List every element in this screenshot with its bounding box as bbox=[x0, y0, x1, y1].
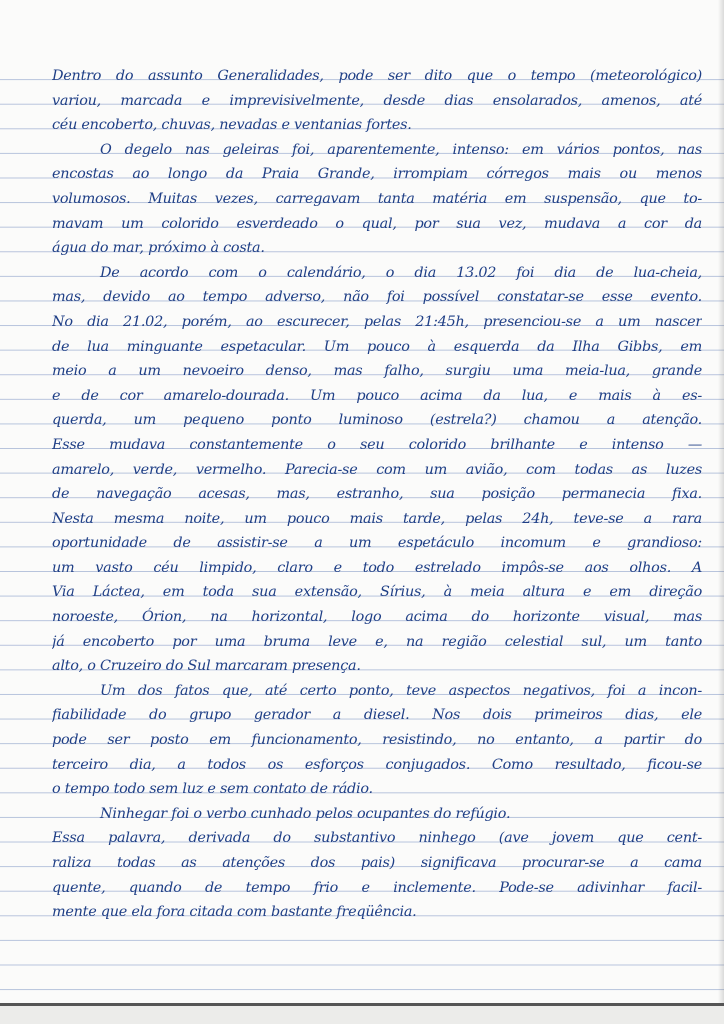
page-edge-shadow bbox=[718, 0, 724, 1004]
text-line: encostas ao longo da Praia Grande, irrompiam córregos mais ou menos bbox=[52, 166, 702, 183]
text-line: variou, marcada e imprevisivelmente, desde dias ensolarados, amenos, até bbox=[52, 92, 702, 109]
text-line: Via Láctea, em toda sua extensão, Sírius, à meia altura e em direção bbox=[52, 584, 702, 601]
scan-background bbox=[0, 1006, 724, 1024]
text-line: céu encoberto, chuvas, nevadas e ventanias fortes. bbox=[52, 117, 412, 134]
text-line: mente que ela fora citada com bastante freqüência. bbox=[52, 904, 417, 921]
text-line: raliza todas as atenções dos pais) significava procurar-se a cama bbox=[52, 855, 702, 871]
text-line: Dentro do assunto Generalidades, pode ser dito que o tempo (meteorológico) bbox=[52, 68, 702, 84]
text-line: oportunidade de assistir-se a um espetáculo incomum e grandioso: bbox=[52, 535, 702, 552]
text-line: Um dos fatos que, até certo ponto, teve aspectos negativos, foi a incon- bbox=[100, 682, 702, 699]
text-line: No dia 21.02, porém, ao escurecer, pelas 21:45h, presenciou-se a um nascer bbox=[52, 313, 702, 330]
text-line: de lua minguante espetacular. Um pouco à esquerda da Ilha Gibbs, em bbox=[52, 338, 702, 355]
text-line: Ninhegar foi o verbo cunhado pelos ocupantes do refúgio. bbox=[100, 805, 511, 822]
text-line: noroeste, Órion, na horizontal, logo acima do horizonte visual, mas bbox=[52, 609, 702, 626]
text-line: e de cor amarelo-dourada. Um pouco acima da lua, e mais à es- bbox=[52, 387, 702, 404]
text-line: amarelo, verde, vermelho. Parecia-se com um avião, com todas as luzes bbox=[52, 461, 702, 478]
handwritten-text bbox=[52, 64, 702, 925]
text-line: alto, o Cruzeiro do Sul marcaram presença. bbox=[52, 658, 361, 675]
text-line: querda, um pequeno ponto luminoso (estrela?) chamou a atenção. bbox=[52, 412, 702, 429]
text-line: de navegação acesas, mas, estranho, sua posição permanecia fixa. bbox=[52, 486, 702, 503]
text-line: mavam um colorido esverdeado o qual, por sua vez, mudava a cor da bbox=[52, 215, 702, 232]
text-line: Nesta mesma noite, um pouco mais tarde, pelas 24h, teve-se a rara bbox=[52, 510, 702, 527]
text-line: meio a um nevoeiro denso, mas falho, surgiu uma meia-lua, grande bbox=[52, 363, 702, 380]
text-line: quente, quando de tempo frio e inclemente. Pode-se adivinhar facil- bbox=[52, 879, 702, 896]
text-line: mas, devido ao tempo adverso, não foi possível constatar-se esse evento. bbox=[52, 289, 702, 306]
text-line: terceiro dia, a todos os esforços conjugados. Como resultado, ficou-se bbox=[52, 756, 702, 773]
text-line: volumosos. Muitas vezes, carregavam tanta matéria em suspensão, que to- bbox=[52, 190, 702, 207]
text-line: O degelo nas geleiras foi, aparentemente, intenso: em vários pontos, nas bbox=[100, 141, 702, 158]
text-line: pode ser posto em funcionamento, resistindo, no entanto, a partir do bbox=[52, 732, 702, 749]
text-line: Essa palavra, derivada do substantivo ninhego (ave jovem que cent- bbox=[52, 830, 702, 847]
text-line: água do mar, próximo à costa. bbox=[52, 240, 265, 257]
text-line: Esse mudava constantemente o seu colorido brilhante e intenso — bbox=[52, 436, 702, 453]
text-line: um vasto céu limpido, claro e todo estrelado impôs-se aos olhos. A bbox=[52, 559, 702, 576]
text-line: De acordo com o calendário, o dia 13.02 foi dia de lua-cheia, bbox=[100, 264, 702, 281]
text-line: já encoberto por uma bruma leve e, na região celestial sul, um tanto bbox=[52, 633, 702, 650]
text-line: fiabilidade do grupo gerador a diesel. Nos dois primeiros dias, ele bbox=[52, 707, 702, 724]
text-line: o tempo todo sem luz e sem contato de rádio. bbox=[52, 781, 373, 798]
